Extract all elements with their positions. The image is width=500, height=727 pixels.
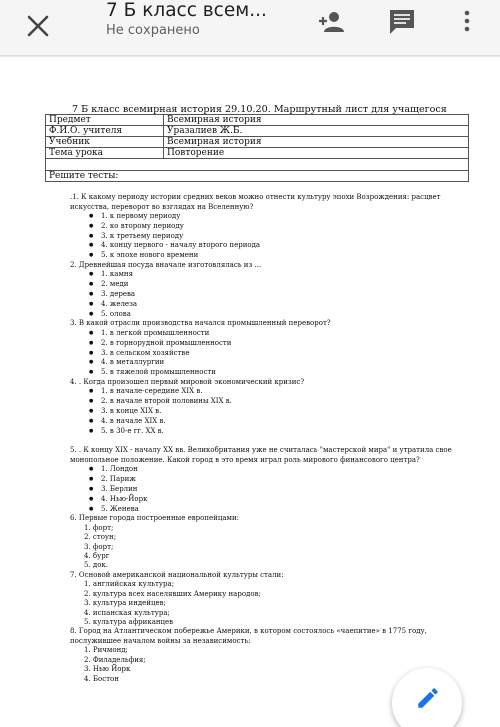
save-status: Не сохранено <box>106 23 200 38</box>
list-item: ● 4. в начале XIX в. <box>89 417 468 427</box>
app-bar <box>0 0 500 56</box>
options-list <box>70 524 468 571</box>
table-row <box>46 137 469 148</box>
list-item: 3. форт; <box>84 542 114 551</box>
list-item: ● 3. дерева <box>89 290 468 300</box>
question-4: 4. . Когда произошел первый мировой экономический кризис? <box>70 377 305 386</box>
question-3: 3. В какой отрасли производства начался промышленный переворот? <box>70 319 331 328</box>
close-icon[interactable] <box>20 8 56 44</box>
doc-heading: 7 Б класс всемирная история 29.10.20. Маршрутный лист для учащегося <box>72 104 447 115</box>
list-item: 4. испанская культура; <box>84 608 170 617</box>
table-row <box>46 171 469 182</box>
table-key: Учебник <box>46 137 164 148</box>
table-value: Всемирная история <box>164 115 469 126</box>
comment-icon[interactable] <box>384 4 420 40</box>
options-list <box>70 465 468 514</box>
list-item: 1. английская культура; <box>84 580 175 589</box>
list-item: ● 3. Берлин <box>89 485 468 495</box>
question-7: 7. Основой американской национальной культуры стали: <box>70 570 284 579</box>
options-list <box>70 270 468 319</box>
list-item: ● 2. в начале второй половины XIX в. <box>89 397 468 407</box>
document-page <box>0 57 500 727</box>
list-item: 1. Ричмонд; <box>84 646 128 655</box>
list-item: ● 1. в начале-середине XIX в. <box>89 387 468 397</box>
blank-cell <box>46 159 469 171</box>
list-item: 2. Филадельфия; <box>84 655 146 664</box>
info-table <box>45 114 469 182</box>
list-item: 4. Бостон <box>84 674 119 683</box>
list-item: ● 4. железа <box>89 300 468 310</box>
document-title: 7 Б класс всем... <box>106 0 267 21</box>
tests-label: Решите тесты: <box>46 171 469 182</box>
pencil-icon <box>415 685 441 711</box>
list-item: 2. стоун; <box>84 533 117 542</box>
list-item: 2. культура всех населявших Америку народов; <box>84 589 261 598</box>
question-2: 2. Древнейшая посуда вначале изготовлялась из ... <box>70 260 262 269</box>
table-key: Тема урока <box>46 148 164 159</box>
list-item: ● 5. в 30-е гг. XX в. <box>89 427 468 437</box>
table-value: Повторение <box>164 148 469 159</box>
list-item: 3. культура индейцев; <box>84 599 166 608</box>
options-list <box>70 329 468 378</box>
list-item: 1. форт; <box>84 523 114 532</box>
list-item: ● 3. в конце XIX в. <box>89 407 468 417</box>
table-key: Ф.И.О. учителя <box>46 126 164 137</box>
questions-block <box>70 193 468 684</box>
list-item: ● 1. Лондон <box>89 465 468 475</box>
list-item: 3. Нью Йорк <box>84 665 131 674</box>
list-item: ● 5. Женева <box>89 505 468 515</box>
options-list <box>70 212 468 261</box>
table-key: Предмет <box>46 115 164 126</box>
question-5: 5. . К концу XIX - началу XX вв. Великобритания уже не считалась "мастерской мира" и утратила свое монопольное положение. Какой город в это время играл роль мирового финансового центра? <box>70 446 452 464</box>
list-item: ● 4. Нью-Йорк <box>89 495 468 505</box>
table-row <box>46 159 469 171</box>
list-item: ● 3. в сельском хозяйстве <box>89 349 468 359</box>
list-item: ● 2. меди <box>89 280 468 290</box>
list-item: 5. док. <box>84 561 109 570</box>
question-8: 8. Город на Атлантическом побережье Америки, в котором состоялось «чаепитие» в 1775 году, послужившее началом войны за независимость: <box>70 627 427 645</box>
options-list <box>70 387 468 436</box>
more-vert-icon[interactable] <box>455 4 491 40</box>
list-item: ● 4. концу первого - началу второго периода <box>89 241 468 251</box>
list-item: ● 2. Париж <box>89 475 468 485</box>
table-value: Уразалиев Ж.Б. <box>164 126 469 137</box>
list-item: ● 1. в легкой промышленности <box>89 329 468 339</box>
table-row <box>46 115 469 126</box>
list-item: ● 5. олова <box>89 310 468 320</box>
question-6: 6. Первые города построенные европейцами: <box>70 514 239 523</box>
list-item: ● 2. ко второму периоду <box>89 222 468 232</box>
question-1: .1. К какому периоду истории средних веков можно отнести культуру эпохи Возрождения: расцвет искусства, переворот во взглядах на Вселенную? <box>70 193 441 211</box>
list-item: ● 5. к эпохе нового времени <box>89 251 468 261</box>
list-item: ● 1. камня <box>89 270 468 280</box>
list-item: 5. культура африканцев <box>84 617 174 626</box>
add-person-icon[interactable] <box>313 4 349 40</box>
list-item: 4. бург <box>84 552 110 561</box>
table-value: Всемирная история <box>164 137 469 148</box>
options-list <box>70 580 468 627</box>
list-item: ● 5. в тяжелой промышленности <box>89 368 468 378</box>
list-item: ● 2. в горнорудной промышленности <box>89 339 468 349</box>
list-item: ● 1. к первому периоду <box>89 212 468 222</box>
list-item: ● 4. в металлургии <box>89 358 468 368</box>
table-row <box>46 148 469 159</box>
table-row <box>46 126 469 137</box>
list-item: ● 3. к третьему периоду <box>89 232 468 242</box>
